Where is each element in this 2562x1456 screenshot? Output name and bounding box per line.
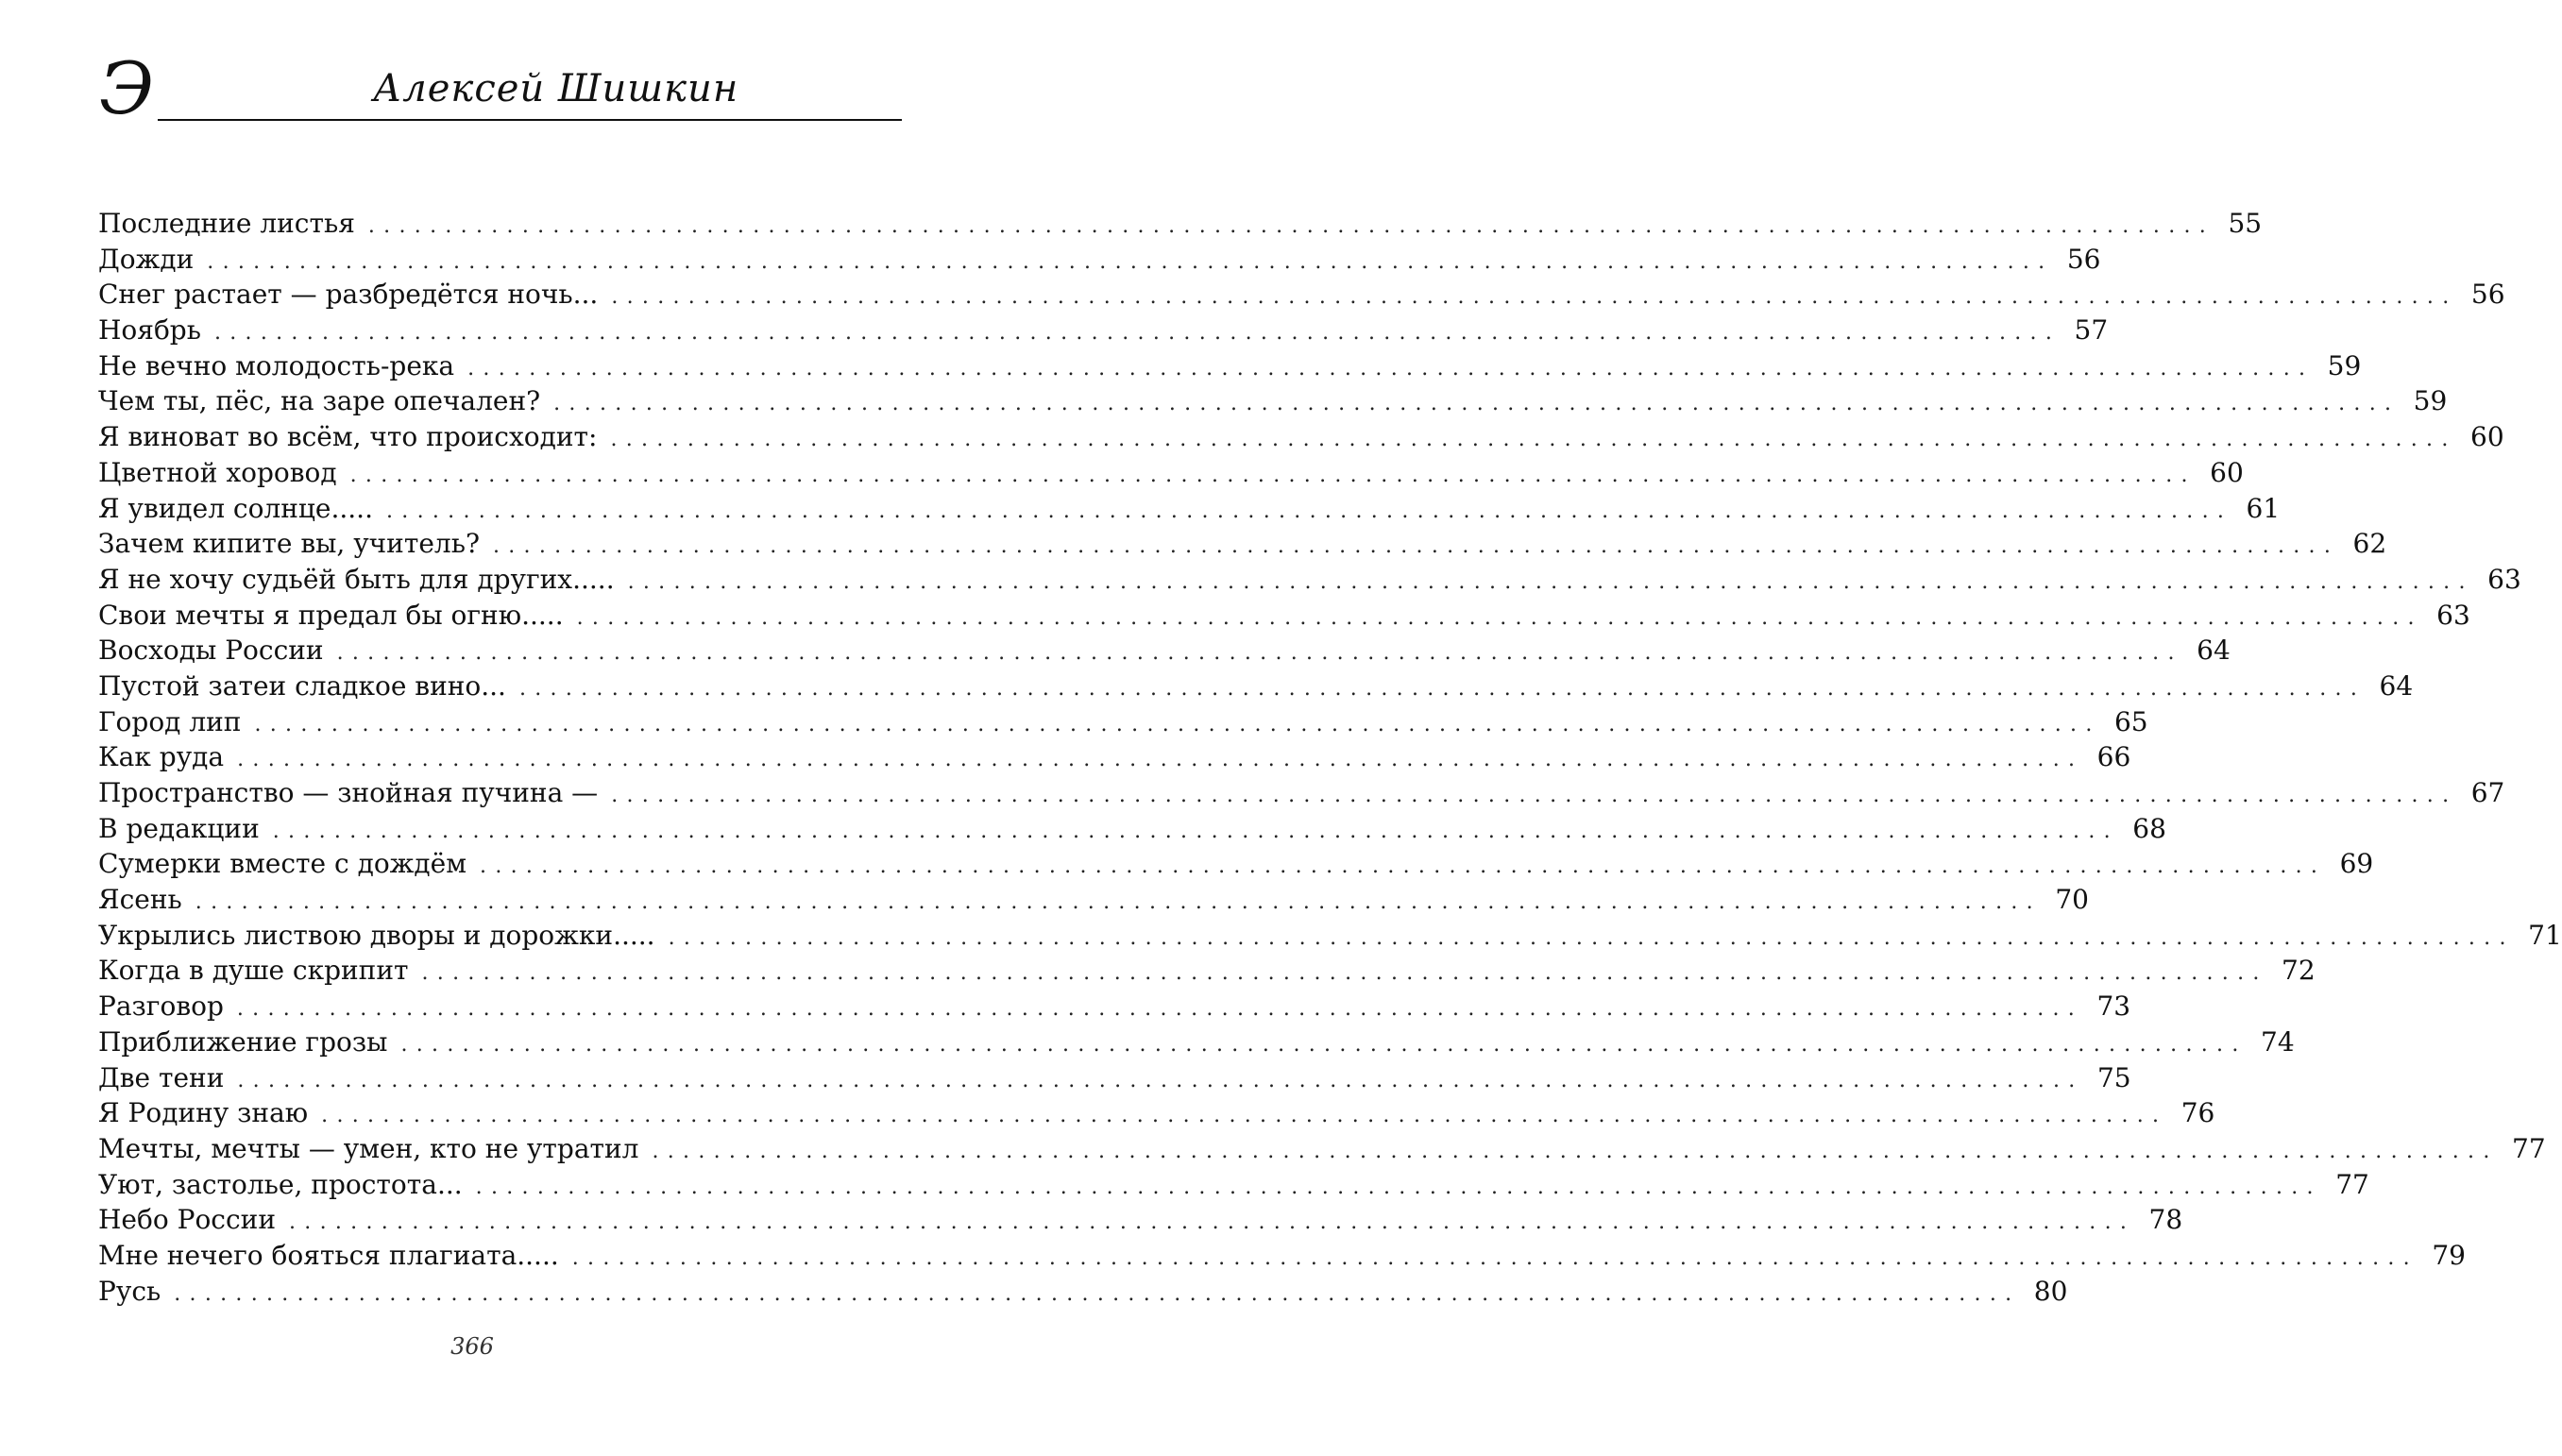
toc-entry [98, 1274, 2068, 1310]
toc-entry [98, 704, 2148, 740]
toc-entry-page: 59 [2327, 349, 2362, 381]
toc-entry [98, 1167, 2369, 1203]
toc-entry-title: Уют, застолье, простота... [98, 1168, 463, 1200]
toc-entry-page: 75 [2096, 1061, 2131, 1093]
dot-leader: ........................................................................................................................ [254, 712, 2101, 736]
toc-entry-page: 63 [2487, 563, 2521, 595]
dot-leader: ........................................................................................................................ [321, 1104, 2168, 1128]
toc-entry-title: В редакции [98, 812, 260, 844]
dot-leader: ........................................................................................................................ [492, 534, 2340, 559]
toc-entry [98, 242, 2101, 278]
toc-entry-page: 61 [2246, 492, 2281, 524]
toc-entry-title: Я не хочу судьёй быть для других..... [98, 563, 615, 595]
toc-entry-title: Мечты, мечты — умен, кто не утратил [98, 1132, 639, 1164]
toc-entry-title: Приближение грозы [98, 1025, 388, 1058]
dot-leader: ........................................................................................................................ [237, 748, 2084, 772]
toc-entry-page: 71 [2528, 919, 2562, 951]
toc-entry-title: Восходы России [98, 635, 324, 667]
page-header [99, 46, 902, 134]
header-rule [158, 119, 902, 121]
toc-entry-page: 79 [2432, 1239, 2466, 1271]
toc-entry-title: Снег растает — разбредётся ночь... [98, 279, 599, 311]
dot-leader: ........................................................................................................................ [611, 285, 2458, 310]
toc-entry-title: Ноябрь [98, 314, 201, 347]
toc-entry-page: 73 [2096, 990, 2131, 1023]
toc-entry-page: 55 [2228, 208, 2263, 239]
toc-entry-title: Последние листья [98, 208, 355, 239]
dot-leader: ........................................................................................................................ [475, 1175, 2322, 1199]
dot-leader: ........................................................................................................................ [272, 819, 2119, 843]
dot-leader: ........................................................................................................................ [195, 890, 2042, 915]
dot-leader: ........................................................................................................................ [400, 1032, 2248, 1057]
toc-entry-title: Чем ты, пёс, на заре опечален? [98, 385, 541, 417]
toc-entry-page: 70 [2055, 884, 2089, 916]
header-author: Алексей Шишкин [373, 67, 739, 110]
toc-entry-title: Я увидел солнце..... [98, 492, 373, 524]
toc-entry [98, 1024, 2295, 1060]
toc-entry [98, 206, 2263, 242]
dot-leader: ........................................................................................................................ [349, 463, 2197, 487]
toc-entry-page: 72 [2282, 955, 2316, 987]
toc-entry-page: 57 [2074, 314, 2109, 347]
toc-entry-title: Город лип [98, 705, 242, 737]
toc-entry [98, 1131, 2546, 1167]
toc-entry-page: 60 [2210, 456, 2244, 488]
toc-entry-title: Когда в душе скрипит [98, 955, 409, 987]
toc-entry-page: 74 [2261, 1025, 2295, 1058]
toc-entry [98, 989, 2131, 1024]
toc-entry [98, 953, 2316, 989]
toc-entry-title: Две тени [98, 1061, 225, 1093]
toc-entry-title: Сумерки вместе с дождём [98, 848, 467, 880]
dot-leader: ........................................................................................................................ [237, 1068, 2084, 1092]
toc-entry-title: Я Родину знаю [98, 1097, 309, 1129]
table-of-contents [98, 206, 2562, 1309]
dot-leader: ........................................................................................................................ [518, 676, 2367, 701]
toc-entry [98, 1202, 2183, 1238]
toc-entry-page: 64 [2197, 635, 2231, 667]
dot-leader: ........................................................................................................................ [421, 961, 2268, 986]
dot-leader: ........................................................................................................................ [207, 249, 2054, 274]
toc-entry-page: 56 [2066, 243, 2101, 275]
toc-entry-title: Дожди [98, 243, 195, 275]
dot-leader: ........................................................................................................................ [553, 392, 2401, 416]
toc-entry [98, 846, 2374, 882]
dot-leader: ........................................................................................................................ [668, 925, 2515, 950]
toc-entry-title: Зачем кипите вы, учитель? [98, 528, 480, 560]
toc-entry [98, 562, 2521, 598]
toc-entry [98, 313, 2109, 348]
toc-entry [98, 882, 2089, 918]
toc-entry-title: Цветной хоровод [98, 456, 337, 488]
toc-entry [98, 348, 2362, 384]
toc-entry-title: Мне нечего бояться плагиата..... [98, 1239, 559, 1271]
toc-entry [98, 811, 2166, 847]
header-initial: Э [99, 46, 155, 130]
page-number: 366 [450, 1333, 494, 1360]
dot-leader: ........................................................................................................................ [213, 321, 2061, 346]
toc-entry-title: Ясень [98, 884, 182, 916]
toc-entry-page: 62 [2352, 528, 2387, 560]
toc-entry [98, 633, 2231, 669]
toc-entry-page: 69 [2339, 848, 2374, 880]
dot-leader: ........................................................................................................................ [385, 499, 2233, 523]
toc-entry [98, 1060, 2131, 1096]
toc-entry [98, 918, 2562, 954]
toc-entry-title: Пространство — знойная пучина — [98, 777, 599, 808]
toc-entry-title: Укрылись листвою дворы и дорожки..... [98, 919, 655, 951]
toc-entry [98, 419, 2504, 455]
toc-entry [98, 739, 2131, 775]
dot-leader: ........................................................................................................................ [467, 356, 2315, 381]
toc-entry-title: Небо России [98, 1204, 276, 1236]
toc-entry-page: 77 [2335, 1168, 2369, 1200]
dot-leader: ........................................................................................................................ [336, 641, 2183, 666]
toc-entry [98, 491, 2281, 527]
toc-entry [98, 598, 2470, 634]
toc-entry-title: Не вечно молодость-река [98, 349, 455, 381]
dot-leader: ........................................................................................................................ [610, 428, 2457, 452]
toc-entry-page: 59 [2413, 385, 2448, 417]
toc-entry-title: Я виноват во всём, что происходит: [98, 421, 598, 453]
dot-leader: ........................................................................................................................ [367, 214, 2215, 238]
toc-entry [98, 277, 2505, 313]
dot-leader: ........................................................................................................................ [174, 1281, 2021, 1306]
toc-entry [98, 669, 2414, 704]
toc-entry-page: 60 [2470, 421, 2504, 453]
toc-entry-page: 65 [2113, 705, 2148, 737]
dot-leader: ........................................................................................................................ [289, 1211, 2136, 1235]
toc-entry [98, 455, 2244, 491]
toc-entry [98, 526, 2387, 562]
toc-entry-page: 66 [2096, 741, 2131, 773]
toc-entry-page: 80 [2033, 1275, 2068, 1307]
toc-entry-page: 68 [2132, 812, 2166, 844]
toc-entry-title: Свои мечты я предал бы огню..... [98, 599, 564, 631]
toc-entry-title: Разговор [98, 990, 224, 1023]
toc-entry-page: 78 [2148, 1204, 2183, 1236]
dot-leader: ........................................................................................................................ [236, 997, 2084, 1022]
dot-leader: ........................................................................................................................ [480, 855, 2327, 879]
toc-entry-title: Как руда [98, 741, 225, 773]
toc-entry-page: 77 [2512, 1132, 2546, 1164]
toc-entry-page: 67 [2470, 777, 2505, 808]
dot-leader: ........................................................................................................................ [576, 605, 2423, 630]
toc-entry [98, 1238, 2466, 1274]
toc-entry-page: 63 [2436, 599, 2470, 631]
toc-entry [98, 383, 2448, 419]
toc-entry-page: 76 [2180, 1097, 2215, 1129]
toc-entry [98, 1095, 2215, 1131]
dot-leader: ........................................................................................................................ [652, 1139, 2499, 1163]
toc-entry-page: 64 [2379, 669, 2414, 702]
toc-entry-title: Русь [98, 1275, 161, 1307]
dot-leader: ........................................................................................................................ [611, 784, 2458, 807]
toc-entry [98, 775, 2505, 811]
dot-leader: ........................................................................................................................ [627, 569, 2474, 594]
dot-leader: ........................................................................................................................ [571, 1245, 2418, 1270]
toc-entry-title: Пустой затеи сладкое вино... [98, 669, 506, 702]
toc-entry-page: 56 [2470, 279, 2505, 311]
